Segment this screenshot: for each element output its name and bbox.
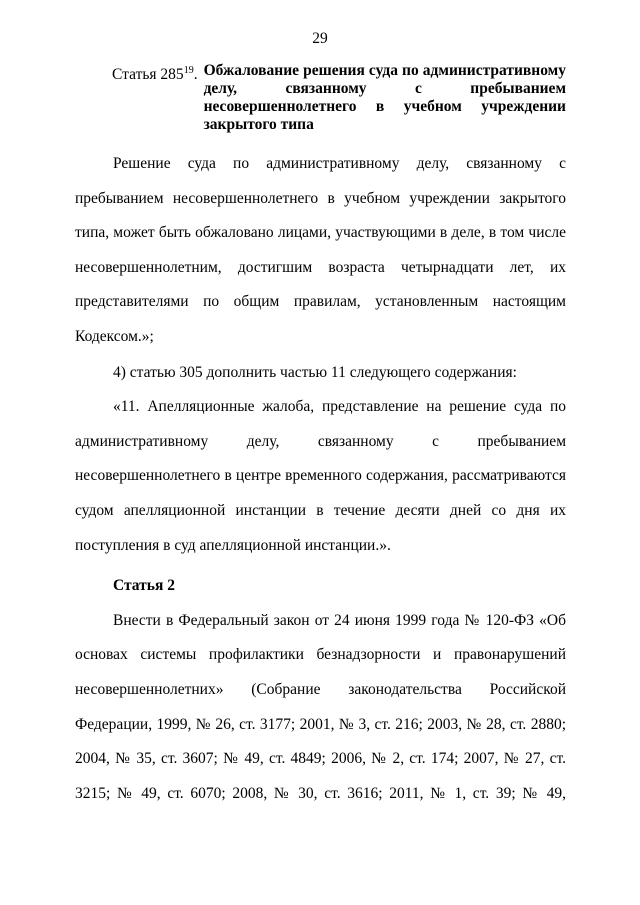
- paragraph-amendment-305: 4) статью 305 дополнить частью 11 следующего содержания:: [113, 363, 517, 381]
- document-body: [75, 147, 566, 811]
- section-heading: Статья 2: [113, 577, 175, 595]
- article-label: [112, 62, 204, 134]
- paragraph-quoted-part-11: «11. Апелляционные жалоба, представление на решение суда по административному делу, связанному с пребыванием несовершеннолетнего в центре временного содержания, рассматриваются судом апелляционной инстанции в течение десяти дней со дня их поступления в суд апелляционной инстанции.».: [75, 398, 566, 554]
- article-label-text: Статья 285: [112, 66, 184, 83]
- article-label-suffix: .: [193, 66, 198, 83]
- paragraph-appeal-decision: Решение суда по административному делу, связанному с пребыванием несовершеннолетнего в учебном учреждении закрытого типа, может быть обжаловано лицами, участвующими в деле, в том числе несовершеннолетним, достигшим возраста четырнадцати лет, их представителями по общим правилам, установленным настоящим Кодексом.»;: [75, 155, 566, 345]
- page-number: 29: [312, 30, 328, 47]
- paragraph-federal-law-amendment: Внести в Федеральный закон от 24 июня 1999 года № 120-ФЗ «Об основах системы профилактики безнадзорности и правонарушений несовершеннолетних» (Собрание законодательства Российской Федерации, 1999, № 26, ст. 3177; 2001, № 3, ст. 216; 2003, № 28, ст. 2880; 2004, № 35, ст. 3607; № 49, ст. 4849; 2006, № 2, ст. 174; 2007, № 27, ст. 3215; № 49, ст. 6070; 2008, № 30, ст. 3616; 2011, № 1, ст. 39; № 49,: [75, 611, 566, 802]
- article-heading: [112, 62, 566, 134]
- article-title: Обжалование решения суда по административному делу, связанному с пребыванием несовершеннолетнего в учебном учреждении закрытого типа: [203, 62, 566, 133]
- article-label-superscript: 19: [183, 65, 194, 76]
